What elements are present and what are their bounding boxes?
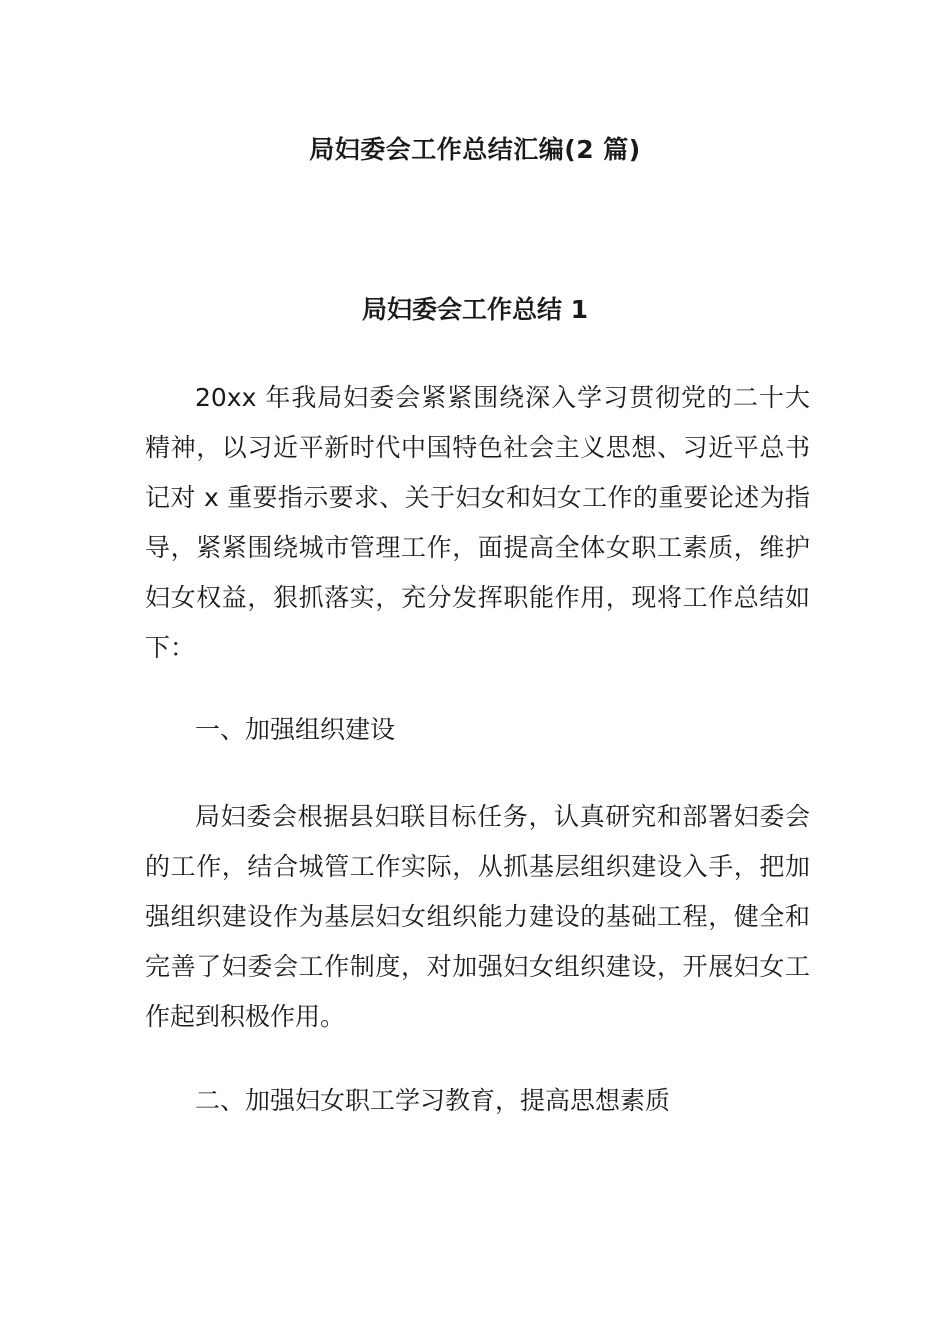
heading-education: 二、加强妇女职工学习教育，提高思想素质 bbox=[195, 1086, 671, 1115]
document-title: 局妇委会工作总结汇编(2 篇) bbox=[309, 135, 641, 164]
section-title: 局妇委会工作总结 1 bbox=[361, 295, 589, 324]
heading-organization: 一、加强组织建设 bbox=[195, 715, 396, 744]
intro-paragraph: 20xx 年我局妇委会紧紧围绕深入学习贯彻党的二十大精神，以习近平新时代中国特色社会主义思想、习近平总书记对 x 重要指示要求、关于妇女和妇女工作的重要论述为指导，紧紧围绕城市管理工作，面提高全体女职工素质，维护妇女权益，狠抓落实，充分发挥职能作用，现将工作总结如下： bbox=[145, 383, 810, 662]
organization-paragraph: 局妇委会根据县妇联目标任务，认真研究和部署妇委会的工作，结合城管工作实际，从抓基层组织建设入手，把加强组织建设作为基层妇女组织能力建设的基础工程，健全和完善了妇委会工作制度，对加强妇女组织建设，开展妇女工作起到积极作用。 bbox=[145, 802, 810, 1031]
